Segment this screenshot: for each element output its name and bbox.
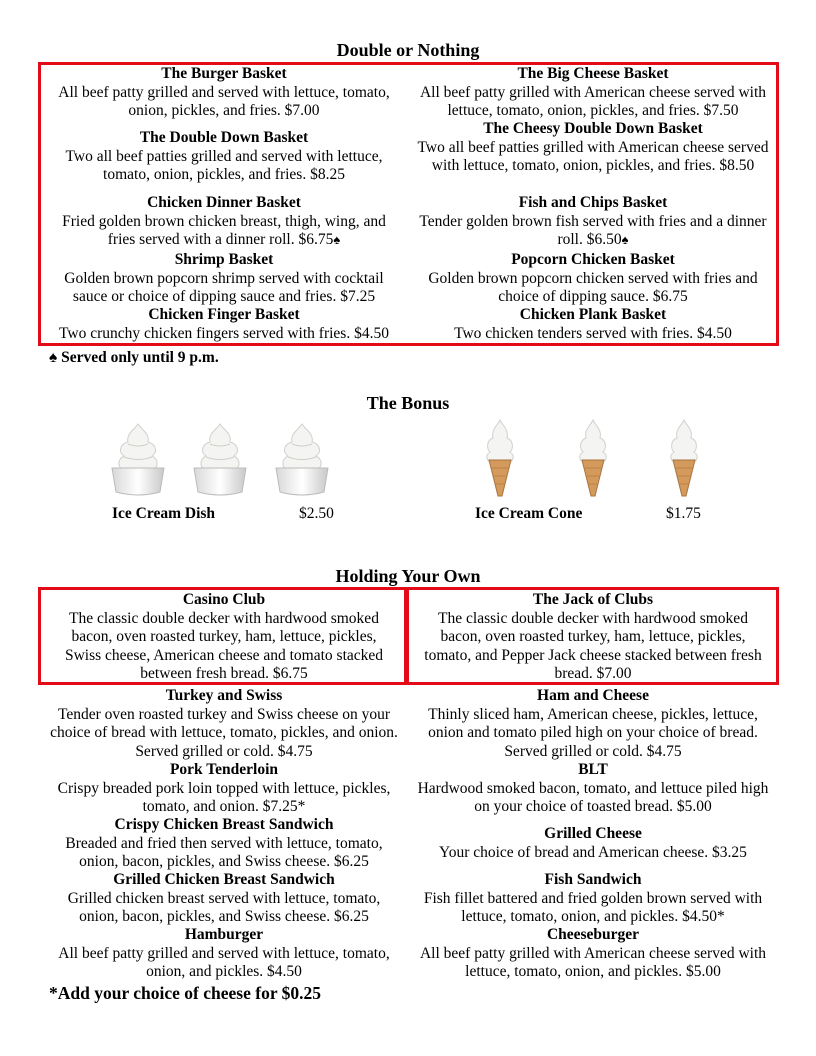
item-desc: Breaded and fried then served with lettuce, tomato, onion, bacon, pickles, and Swiss cheese. $6.25 <box>65 834 383 870</box>
menu-item <box>416 120 770 176</box>
menu-item <box>416 251 770 307</box>
menu-item <box>48 687 400 761</box>
menu-item <box>416 825 770 862</box>
menu-item <box>416 306 770 343</box>
menu-item <box>416 591 770 684</box>
cheese-addon-note: *Add your choice of cheese for $0.25 <box>49 983 322 1003</box>
item-name: The Cheesy Double Down Basket <box>483 120 703 137</box>
ice-cream-cone-price: $1.75 <box>666 505 701 522</box>
item-desc: Hardwood smoked bacon, tomato, and lettuce piled high on your choice of toasted bread. $5.00 <box>417 779 769 815</box>
item-name: Pork Tenderloin <box>169 761 279 778</box>
spade-marker: ♠ <box>333 232 341 247</box>
section-title-the-bonus: The Bonus <box>366 393 450 413</box>
ice-cream-cone-icon <box>573 418 613 498</box>
item-desc: Fish fillet battered and fried golden brown served with lettuce, tomato, onion, and pickles. $4.50* <box>423 889 763 925</box>
item-name: The Jack of Clubs <box>532 591 654 608</box>
item-name: The Double Down Basket <box>139 129 309 146</box>
item-name: The Big Cheese Basket <box>517 65 669 82</box>
item-desc: Fried golden brown chicken breast, thigh, wing, and fries served with a dinner roll. $6.75 <box>62 212 386 248</box>
item-name: The Burger Basket <box>161 65 287 82</box>
item-desc: All beef patty grilled with American cheese served with lettuce, tomato, onion, pickles, and fries. $7.50 <box>419 83 767 119</box>
item-desc: All beef patty grilled and served with lettuce, tomato, onion, pickles, and fries. $7.00 <box>58 83 390 119</box>
menu-item <box>416 926 770 982</box>
item-desc: Tender oven roasted turkey and Swiss cheese on your choice of bread with lettuce, tomato, pickles, and onion. Served grilled or cold. $4.75 <box>50 705 398 760</box>
menu-item <box>416 687 770 761</box>
menu-item <box>416 871 770 927</box>
ice-cream-dish-icon <box>108 420 168 498</box>
menu-item <box>48 65 400 121</box>
item-desc: Two chicken tenders served with fries. $4.50 <box>454 324 732 342</box>
menu-item <box>416 65 770 121</box>
item-name: Casino Club <box>182 591 266 608</box>
item-name: Chicken Plank Basket <box>519 306 667 323</box>
menu-item <box>416 194 770 250</box>
ice-cream-cone-icon <box>664 418 704 498</box>
menu-item <box>416 761 770 817</box>
item-name: Crispy Chicken Breast Sandwich <box>114 816 334 833</box>
menu-item <box>48 871 400 927</box>
item-desc: All beef patty grilled with American cheese served with lettuce, tomato, onion, and pickles. $5.00 <box>419 944 767 980</box>
menu-item <box>52 591 396 684</box>
item-desc: The classic double decker with hardwood smoked bacon, oven roasted turkey, ham, lettuce, pickles, tomato, and Pepper Jack cheese stacked between fresh bread. $7.00 <box>424 609 762 682</box>
item-name: Shrimp Basket <box>174 251 274 268</box>
item-name: Cheeseburger <box>546 926 640 943</box>
menu-item <box>48 129 400 185</box>
ice-cream-cone-icon <box>480 418 520 498</box>
item-desc: Golden brown popcorn chicken served with fries and choice of dipping sauce. $6.75 <box>428 269 758 305</box>
item-desc: Grilled chicken breast served with lettuce, tomato, onion, bacon, pickles, and Swiss cheese. $6.25 <box>67 889 381 925</box>
item-desc: All beef patty grilled and served with lettuce, tomato, onion, and pickles. $4.50 <box>58 944 390 980</box>
ice-cream-dish-price: $2.50 <box>299 505 334 522</box>
item-desc: Two all beef patties grilled with American cheese served with lettuce, tomato, onion, pickles, and fries. $8.50 <box>417 138 769 174</box>
item-name: Turkey and Swiss <box>165 687 283 704</box>
item-name: Ham and Cheese <box>537 687 649 704</box>
item-name: Chicken Dinner Basket <box>147 194 301 211</box>
item-desc: Two all beef patties grilled and served with lettuce, tomato, onion, pickles, and fries. $8.25 <box>65 147 383 183</box>
item-desc: Two crunchy chicken fingers served with fries. $4.50 <box>59 324 389 342</box>
served-until-note: ♠ Served only until 9 p.m. <box>49 349 219 366</box>
item-desc: Crispy breaded pork loin topped with lettuce, pickles, tomato, and onion. $7.25* <box>57 779 391 815</box>
ice-cream-dish-label: Ice Cream Dish <box>112 505 216 522</box>
item-name: Hamburger <box>184 926 264 943</box>
item-desc: Thinly sliced ham, American cheese, pickles, lettuce, onion and tomato piled high on your choice of bread. Served grilled or cold. $4.75 <box>428 705 758 760</box>
menu-item <box>48 306 400 343</box>
ice-cream-dish-icon <box>190 420 250 498</box>
menu-item <box>48 251 400 307</box>
item-name: BLT <box>578 761 608 778</box>
item-name: Fish and Chips Basket <box>518 194 668 211</box>
menu-item <box>48 926 400 982</box>
item-desc: Your choice of bread and American cheese. $3.25 <box>439 843 747 861</box>
menu-item <box>48 194 400 250</box>
section-title-double-or-nothing: Double or Nothing <box>336 40 480 60</box>
item-name: Chicken Finger Basket <box>148 306 300 323</box>
menu-item <box>48 816 400 872</box>
ice-cream-cone-label: Ice Cream Cone <box>475 505 583 522</box>
item-desc: Tender golden brown fish served with fries and a dinner roll. $6.50 <box>419 212 767 248</box>
menu-item <box>48 761 400 817</box>
item-name: Grilled Cheese <box>544 825 642 842</box>
ice-cream-dish-icon <box>272 420 332 498</box>
item-desc: The classic double decker with hardwood smoked bacon, oven roasted turkey, ham, lettuce, pickles, Swiss cheese, American cheese and tomato stacked between fresh bread. $6.75 <box>64 609 384 682</box>
section-title-holding-your-own: Holding Your Own <box>335 566 481 586</box>
spade-marker: ♠ <box>621 232 629 247</box>
item-name: Fish Sandwich <box>544 871 642 888</box>
item-name: Popcorn Chicken Basket <box>511 251 675 268</box>
item-desc: Golden brown popcorn shrimp served with cocktail sauce or choice of dipping sauce and fries. $7.25 <box>64 269 384 305</box>
item-name: Grilled Chicken Breast Sandwich <box>113 871 335 888</box>
